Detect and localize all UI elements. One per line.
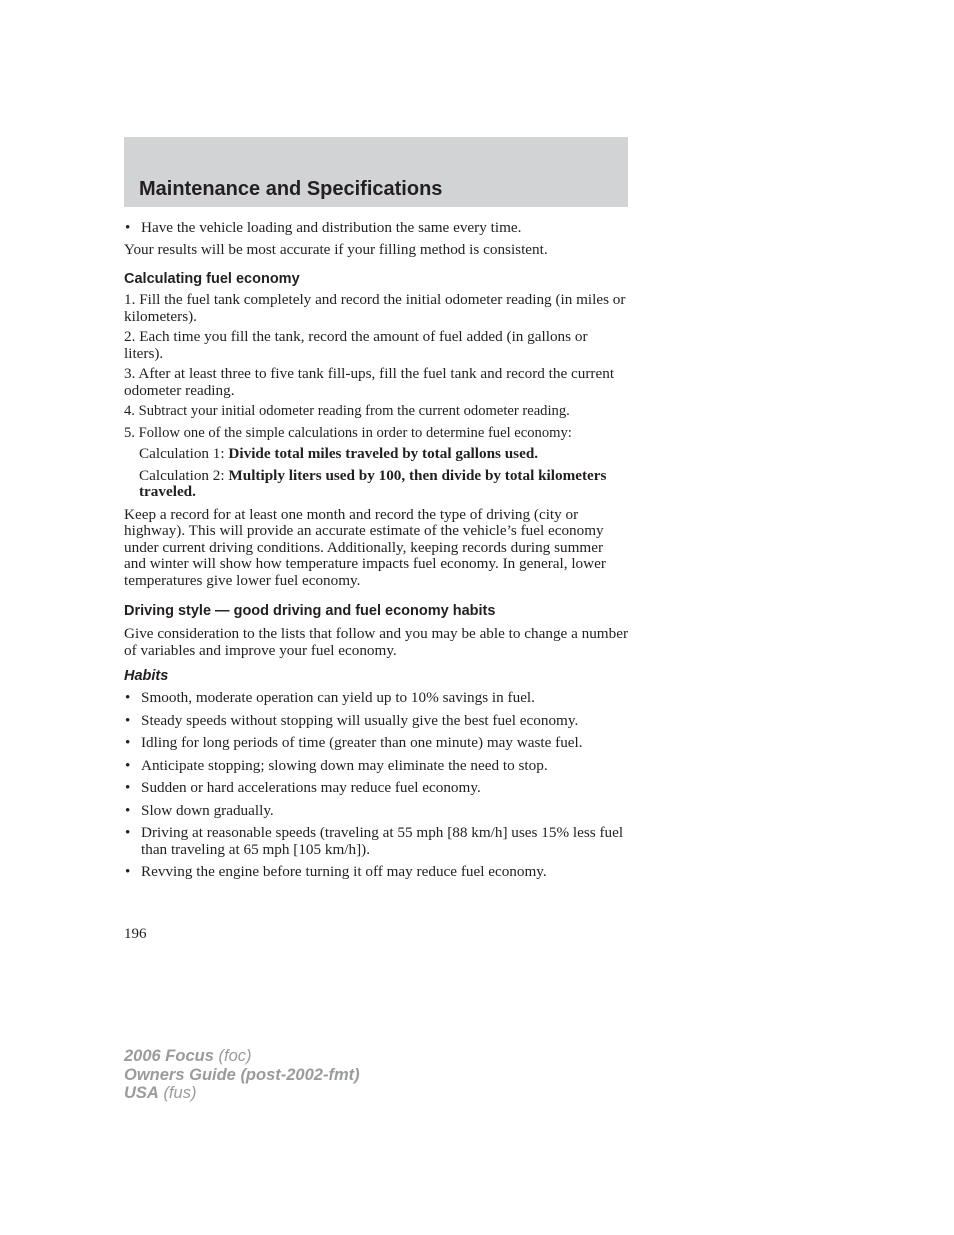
record-paragraph: Keep a record for at least one month and record the type of driving (city or highway). This will provide an accurate estimate of the vehicle’s fuel economy under current driving conditions. Additionally, keeping records during summer and winter will show how temperature impacts fuel economy. In general, lower temperatures give lower fuel economy. bbox=[124, 505, 606, 589]
intro-bullet: • Have the vehicle loading and distribution the same every time. bbox=[124, 220, 628, 237]
calculation-1-label: Calculation 1: bbox=[139, 445, 225, 462]
footer-market: USA bbox=[124, 1084, 159, 1102]
habit-item: • Smooth, moderate operation can yield up to 10% savings in fuel. bbox=[124, 690, 628, 707]
document-footer bbox=[124, 1047, 360, 1103]
section-header-band bbox=[124, 137, 628, 207]
page-content bbox=[124, 220, 628, 881]
footer-model-code: (foc) bbox=[218, 1047, 252, 1065]
calculation-2 bbox=[124, 468, 628, 501]
habit-item: • Revving the engine before turning it off may reduce fuel economy. bbox=[124, 864, 628, 881]
footer-line-3 bbox=[124, 1084, 360, 1103]
step-3: 3. After at least three to five tank fill-ups, fill the fuel tank and record the current odometer reading. bbox=[124, 365, 615, 399]
step-5: 5. Follow one of the simple calculations in order to determine fuel economy: bbox=[124, 424, 572, 441]
driving-style-heading: Driving style — good driving and fuel economy habits bbox=[124, 603, 496, 619]
driving-style-intro: Give consideration to the lists that follow and you may be able to change a number of variables and improve your fuel economy. bbox=[124, 625, 629, 659]
calculation-2-label: Calculation 2: bbox=[139, 466, 225, 484]
habit-item: • Anticipate stopping; slowing down may eliminate the need to stop. bbox=[124, 758, 628, 775]
section-title: Maintenance and Specifications bbox=[139, 178, 443, 200]
footer-model: 2006 Focus bbox=[124, 1047, 214, 1065]
habit-item: • Driving at reasonable speeds (traveling at 55 mph [88 km/h] uses 15% less fuel than traveling at 65 mph [105 km/h]). bbox=[124, 825, 628, 858]
footer-line-1 bbox=[124, 1047, 360, 1066]
habit-item: • Steady speeds without stopping will usually give the best fuel economy. bbox=[124, 713, 628, 730]
habit-item: • Sudden or hard accelerations may reduce fuel economy. bbox=[124, 780, 628, 797]
calculating-heading: Calculating fuel economy bbox=[124, 271, 300, 287]
habit-item: • Idling for long periods of time (greater than one minute) may waste fuel. bbox=[124, 735, 628, 752]
habits-heading: Habits bbox=[124, 668, 169, 684]
calculation-1 bbox=[124, 446, 628, 463]
calculation-1-text: Divide total miles traveled by total gallons used. bbox=[228, 445, 539, 462]
footer-market-code: (fus) bbox=[163, 1084, 197, 1102]
page-number: 196 bbox=[124, 926, 147, 942]
footer-line-2 bbox=[124, 1066, 360, 1085]
step-4: 4. Subtract your initial odometer reading from the current odometer reading. bbox=[124, 403, 570, 419]
calculation-2-text: Multiply liters used by 100, then divide by total kilometers traveled. bbox=[139, 466, 607, 500]
footer-guide: Owners Guide (post-2002-fmt) bbox=[124, 1065, 360, 1084]
step-2: 2. Each time you fill the tank, record the amount of fuel added (in gallons or liters). bbox=[124, 328, 588, 362]
intro-note: Your results will be most accurate if your filling method is consistent. bbox=[124, 240, 548, 258]
habit-item: • Slow down gradually. bbox=[124, 803, 628, 820]
step-1: 1. Fill the fuel tank completely and record the initial odometer reading (in miles or kilometers). bbox=[124, 291, 626, 325]
